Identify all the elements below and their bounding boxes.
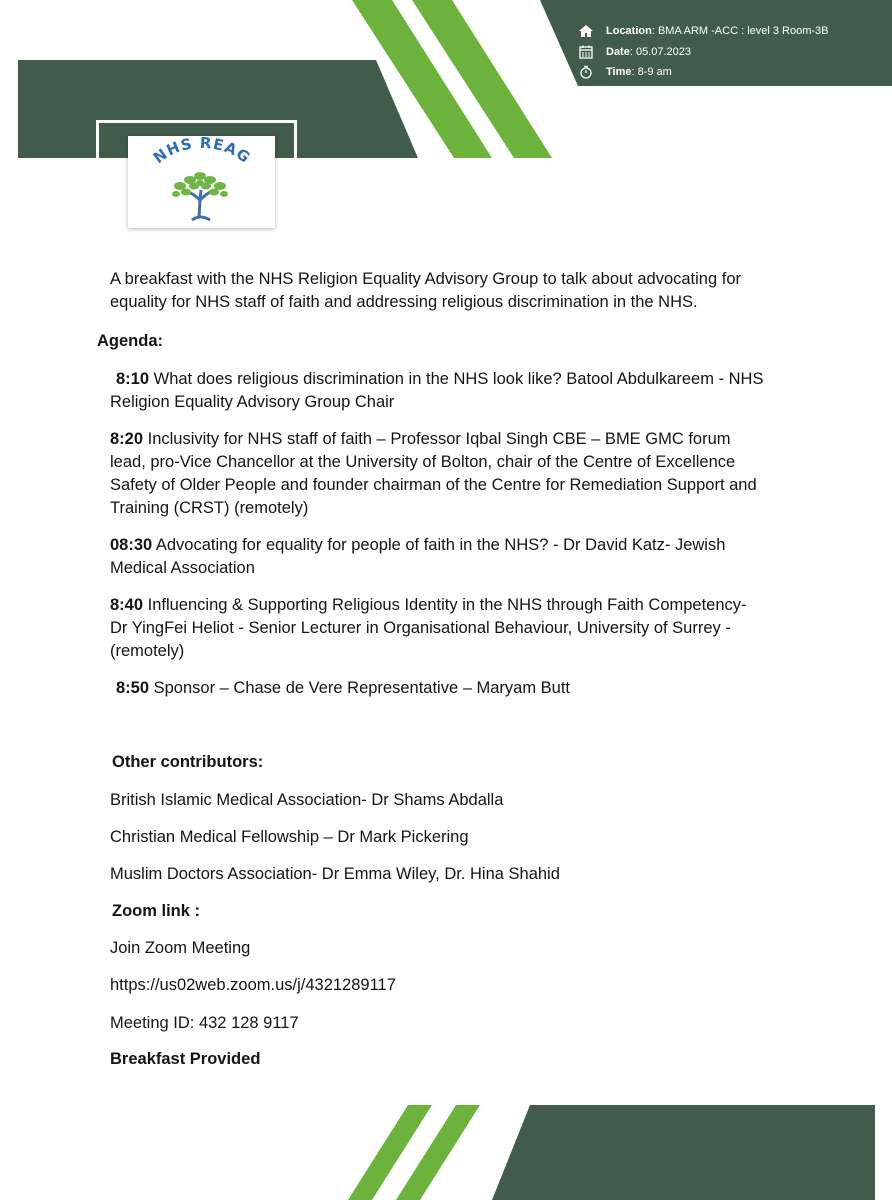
location-row xyxy=(578,24,829,38)
zoom-meeting-id: Meeting ID: 432 128 9117 xyxy=(110,1014,299,1032)
tree-logo-graphic xyxy=(128,136,275,228)
agenda-time: 08:30 xyxy=(110,536,153,554)
agenda-text: Influencing & Supporting Religious Identity in the NHS through Faith Competency- xyxy=(143,596,747,614)
agenda-item-2-line-2: lead, pro-Vice Chancellor at the University of Bolton, chair of the Centre of Excellence xyxy=(110,453,736,471)
time-label: Time xyxy=(606,66,632,78)
agenda-item-4-line-2: Dr YingFei Heliot - Senior Lecturer in Organisational Behaviour, University of Surrey - xyxy=(110,619,731,637)
zoom-heading: Zoom link : xyxy=(112,902,200,920)
location-label: Location xyxy=(606,25,652,37)
agenda-item-3 xyxy=(110,534,725,557)
time-value: : 8-9 am xyxy=(631,66,672,78)
home-icon xyxy=(578,24,594,38)
date-value: : 05.07.2023 xyxy=(629,46,692,58)
agenda-text: Inclusivity for NHS staff of faith – Professor Iqbal Singh CBE – BME GMC forum xyxy=(143,430,731,448)
agenda-time: 8:50 xyxy=(116,679,150,697)
zoom-link[interactable]: https://us02web.zoom.us/j/4321289117 xyxy=(110,976,396,994)
agenda-text: What does religious discrimination in the NHS look like? Batool Abdulkareem - NHS xyxy=(149,370,764,388)
agenda-time: 8:10 xyxy=(116,370,150,388)
breakfast-note: Breakfast Provided xyxy=(110,1050,261,1068)
date-row xyxy=(578,45,691,59)
agenda-text: Advocating for equality for people of faith in the NHS? - Dr David Katz- Jewish xyxy=(152,536,726,554)
agenda-item-4 xyxy=(110,594,747,617)
agenda-heading: Agenda: xyxy=(97,332,163,350)
agenda-item-4-line-3: (remotely) xyxy=(110,642,185,660)
svg-text:NHS REAG xyxy=(150,136,254,167)
agenda-item-2 xyxy=(110,428,731,451)
agenda-item-2-line-3: Safety of Older People and founder chairman of the Centre for Remediation Support and xyxy=(110,476,757,494)
intro-line-2: equality for NHS staff of faith and addressing religious discrimination in the NHS. xyxy=(110,293,698,311)
calendar-icon xyxy=(578,45,594,59)
contributors-heading: Other contributors: xyxy=(112,753,264,771)
logo-text: NHS REAG xyxy=(149,136,255,168)
agenda-time: 8:20 xyxy=(110,430,144,448)
stopwatch-icon xyxy=(578,65,594,79)
nhs-reag-logo xyxy=(128,136,275,228)
zoom-join-text: Join Zoom Meeting xyxy=(110,939,251,957)
contributor-item: British Islamic Medical Association- Dr Shams Abdalla xyxy=(110,791,504,809)
footer-band xyxy=(492,1105,875,1200)
time-row xyxy=(578,65,672,79)
agenda-item-2-line-4: Training (CRST) (remotely) xyxy=(110,499,309,517)
agenda-time: 8:40 xyxy=(110,596,144,614)
intro-line-1: A breakfast with the NHS Religion Equality Advisory Group to talk about advocating for xyxy=(110,270,742,288)
agenda-item-1-cont: Religion Equality Advisory Group Chair xyxy=(110,393,395,411)
location-value: : BMA ARM -ACC : level 3 Room-3B xyxy=(651,25,829,37)
agenda-item-3-line-2: Medical Association xyxy=(110,559,255,577)
date-label: Date xyxy=(606,46,630,58)
contributor-item: Muslim Doctors Association- Dr Emma Wiley, Dr. Hina Shahid xyxy=(110,865,560,883)
agenda-item-1 xyxy=(116,368,763,391)
contributor-item: Christian Medical Fellowship – Dr Mark Pickering xyxy=(110,828,469,846)
agenda-text: Sponsor – Chase de Vere Representative – Maryam Butt xyxy=(149,679,571,697)
agenda-item-5 xyxy=(116,677,570,700)
